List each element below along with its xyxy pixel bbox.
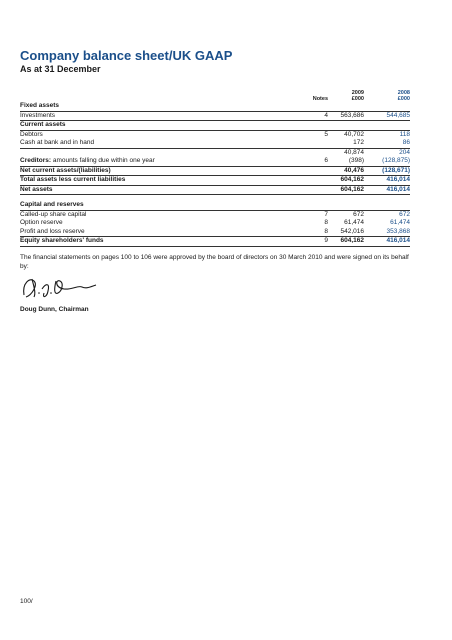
row-value-2008: 353,868 [386, 227, 410, 235]
row-value-2008: 118 [399, 130, 410, 138]
table-row [20, 211, 410, 220]
row-value-2009: 40,702 [344, 130, 364, 138]
row-note: 6 [324, 157, 328, 164]
row-value-2008: (128,875) [382, 157, 410, 164]
row-label: Capital and reserves [20, 201, 84, 208]
row-value-2009: 604,162 [340, 176, 364, 183]
column-headers [20, 90, 410, 102]
notes-column-header: Notes [312, 96, 328, 102]
table-row [20, 131, 410, 140]
table-row [20, 186, 410, 196]
row-label: Total assets less current liabilities [20, 176, 126, 183]
row-label: Fixed assets [20, 102, 60, 109]
signatory-name: Doug Dunn, Chairman [20, 306, 89, 313]
row-note: 5 [324, 130, 328, 138]
year-2008-label: 2008 [397, 90, 410, 96]
row-value-2008: (128,671) [382, 166, 410, 174]
row-label: Current assets [20, 121, 66, 128]
page-subtitle: As at 31 December [20, 64, 101, 74]
table-row [20, 102, 410, 112]
row-value-2008: 416,014 [386, 237, 410, 244]
row-value-2009: 172 [353, 139, 364, 146]
year-2008-unit: £000 [397, 96, 410, 102]
row-note: 7 [324, 210, 328, 218]
row-value-2008: 204 [399, 148, 410, 156]
table-row [20, 236, 410, 247]
row-note: 8 [324, 227, 328, 235]
year-2008-header [380, 90, 410, 102]
row-label: Profit and loss reserve [20, 227, 85, 235]
row-label [20, 157, 155, 166]
row-value-2008: 416,014 [386, 176, 410, 183]
table-row [20, 166, 410, 177]
year-2009-label: 2009 [351, 90, 364, 96]
row-label: Cash at bank and in hand [20, 139, 95, 146]
signature-image [20, 275, 100, 301]
row-value-2008: 544,685 [386, 111, 410, 119]
page-title: Company balance sheet/UK GAAP [20, 48, 233, 63]
row-value-2008: 416,014 [386, 185, 410, 193]
year-2009-header [338, 90, 364, 102]
row-note: 9 [324, 237, 328, 244]
table-row [20, 228, 410, 237]
row-value-2009: 542,016 [340, 227, 364, 235]
row-label: Equity shareholders' funds [20, 237, 104, 244]
row-value-2009: 40,874 [344, 148, 364, 156]
page-number: 100/ [20, 598, 33, 605]
row-note: 4 [324, 111, 328, 119]
table-row [20, 112, 410, 121]
table-row [20, 120, 410, 131]
row-value-2009: (398) [348, 157, 364, 164]
table-row [20, 176, 410, 186]
row-note: 8 [324, 219, 328, 226]
table-row [20, 219, 410, 228]
balance-sheet-table [20, 90, 410, 247]
row-value-2009: 40,476 [344, 166, 364, 174]
creditors-label: Creditors: [20, 157, 52, 164]
row-value-2009: 672 [353, 210, 364, 218]
row-value-2008: 61,474 [390, 219, 410, 226]
table-row [20, 157, 410, 166]
row-value-2008: 86 [402, 139, 410, 146]
table-row [20, 139, 410, 148]
row-value-2009: 563,686 [340, 111, 364, 119]
creditors-label-rest: amounts falling due within one year [51, 157, 155, 164]
row-label: Debtors [20, 130, 43, 138]
row-label: Called-up share capital [20, 210, 87, 218]
row-label: Net assets [20, 185, 53, 193]
row-label: Option reserve [20, 219, 63, 226]
table-row [20, 148, 410, 158]
row-value-2009: 61,474 [344, 219, 364, 226]
row-value-2009: 604,162 [340, 237, 364, 244]
row-label: Net current assets/(liabilities) [20, 166, 111, 174]
table-row [20, 201, 410, 211]
row-value-2008: 672 [399, 210, 410, 218]
row-label: Investments [20, 111, 56, 119]
year-2009-unit: £000 [351, 96, 364, 102]
row-value-2009: 604,162 [340, 185, 364, 193]
approval-statement: The financial statements on pages 100 to 106 were approved by the board of directors on 30 March 2010 and were signed on its behalf by: [20, 254, 409, 270]
